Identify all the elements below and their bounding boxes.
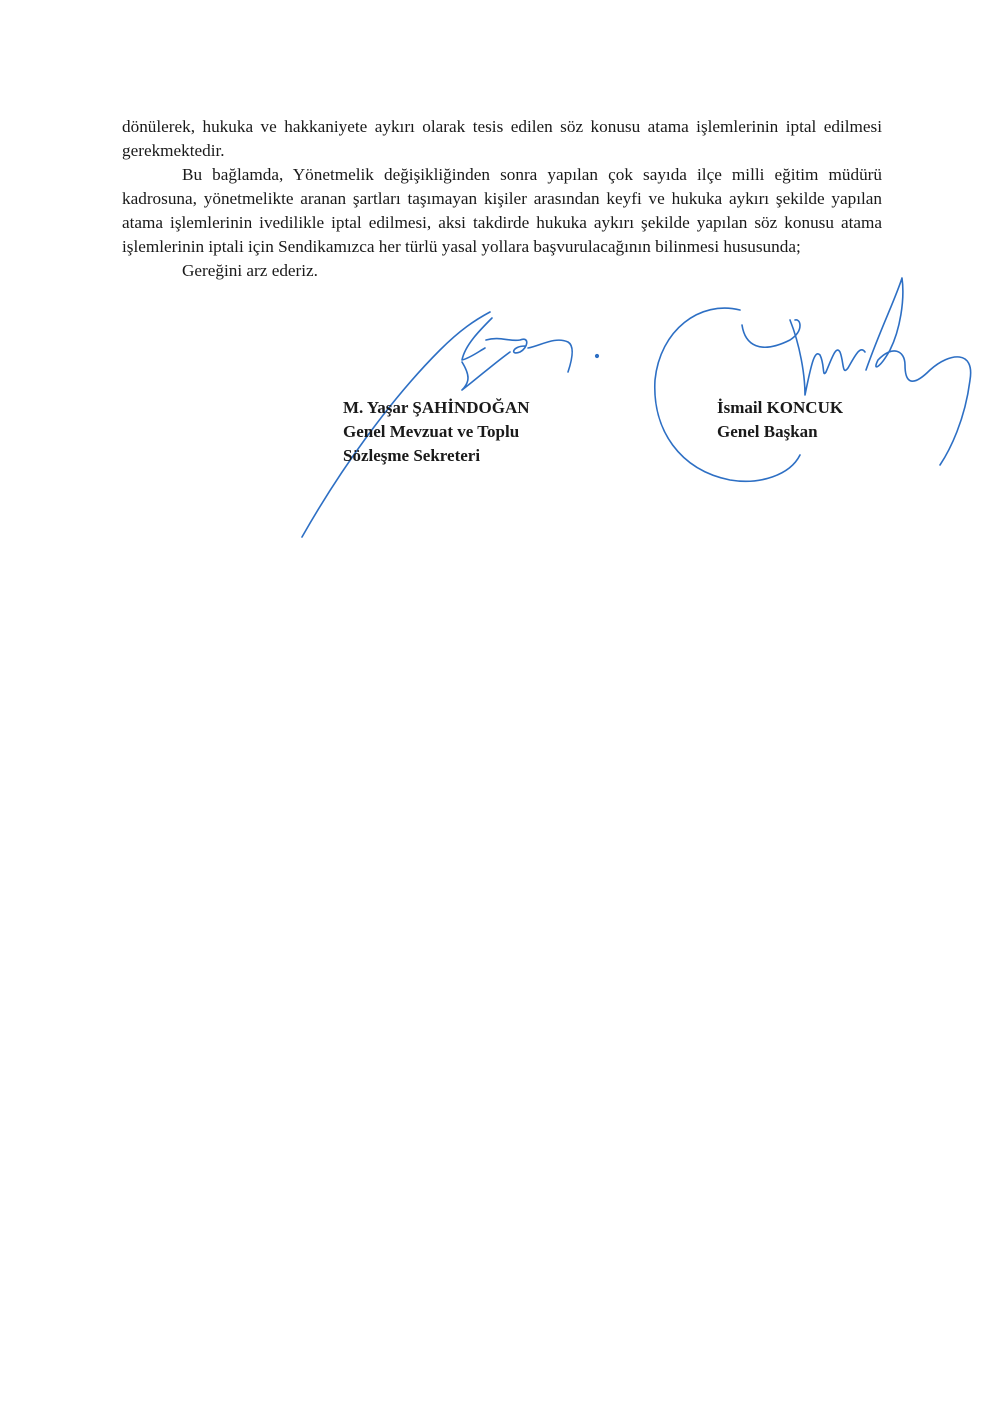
paragraph-request: Bu bağlamda, Yönetmelik değişikliğinden sonra yapılan çok sayıda ilçe milli eğitim müdürü kadrosuna, yönetmelikte aranan şartları taşımayan kişiler arasından keyfi ve hukuka aykırı şekilde yapılan atama işlemlerinin ivedilikle iptal edilmesi, aksi takdirde hukuka aykırı şekilde yapılan söz konusu atama işlemlerinin iptali için Sendikamızca her türlü yasal yollara başvurulacağının bilinmesi hususunda; xyxy=(122,165,882,256)
signatory-left xyxy=(343,396,530,468)
paragraph-closing: Gereğini arz ederiz. xyxy=(182,261,318,280)
signatory-title: Genel Başkan xyxy=(717,422,818,441)
signature-right-icon xyxy=(655,278,971,481)
signatory-name: İsmail KONCUK xyxy=(717,398,844,417)
signatory-right xyxy=(717,396,843,444)
paragraph-continuation: dönülerek, hukuka ve hakkaniyete aykırı olarak tesis edilen söz konusu atama işlemlerinin iptal edilmesi gerekmektedir. xyxy=(122,117,882,160)
signatory-title-continued: Sözleşme Sekreteri xyxy=(343,446,481,465)
signatory-name: M. Yaşar ŞAHİNDOĞAN xyxy=(343,398,530,417)
letter-body xyxy=(122,115,882,283)
signatory-title: Genel Mevzuat ve Toplu xyxy=(343,422,520,441)
